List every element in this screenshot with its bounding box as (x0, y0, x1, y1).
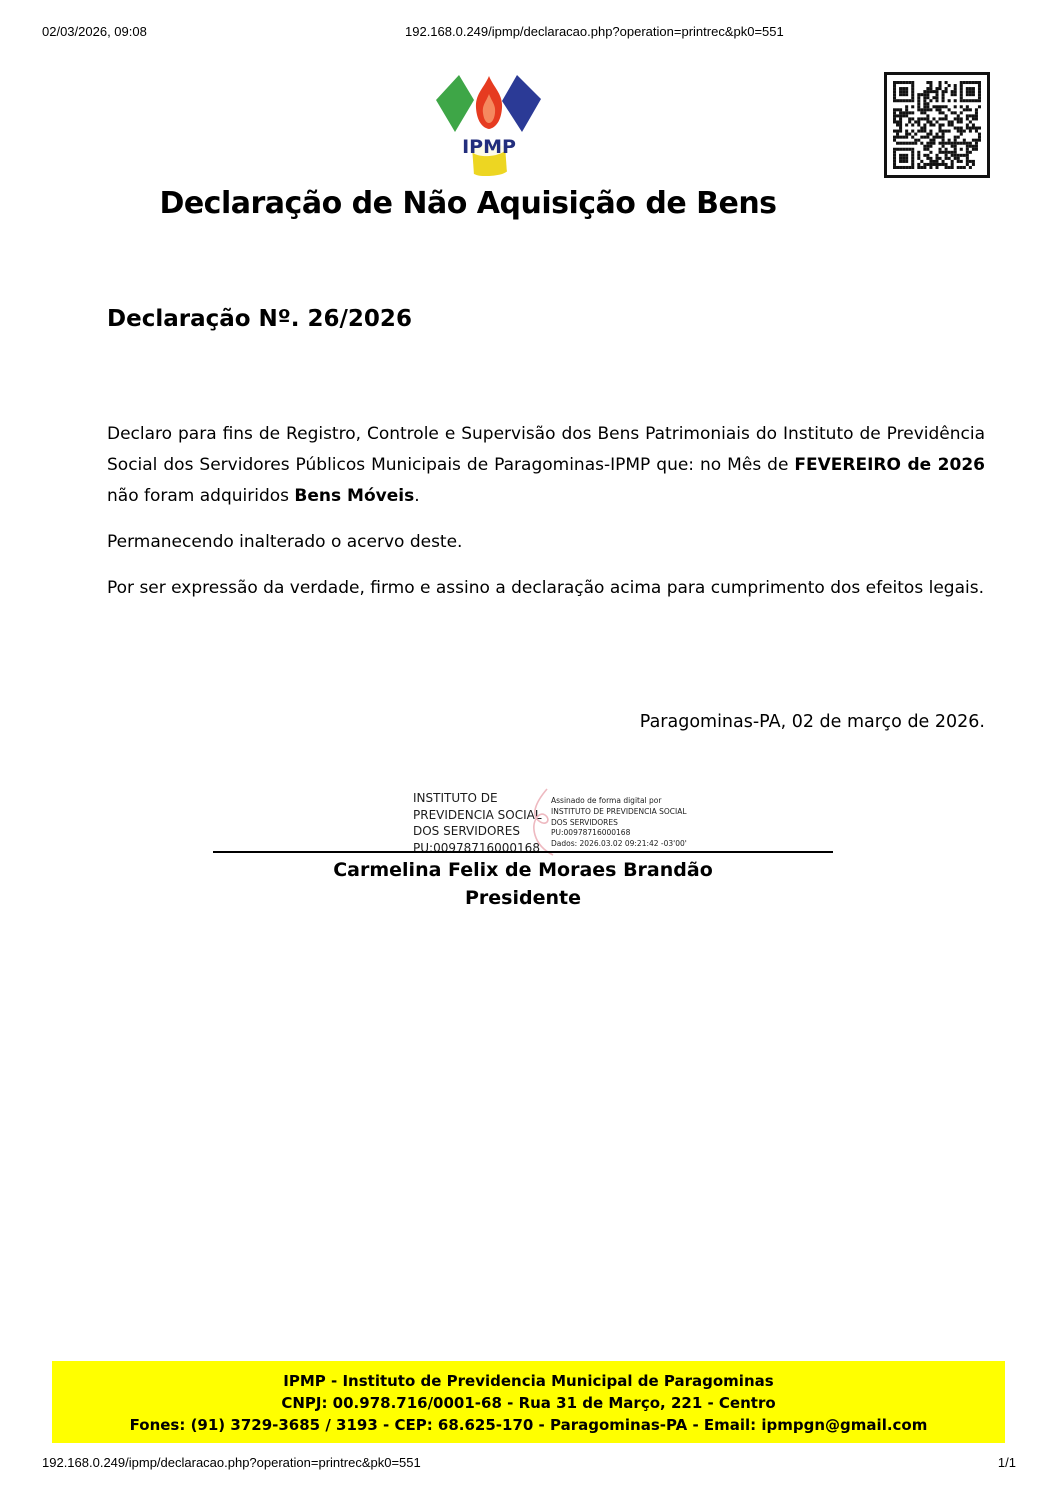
signer-name: Carmelina Felix de Moraes Brandão (333, 859, 713, 881)
sig-detail-line: Assinado de forma digital por (551, 796, 662, 805)
paragraph-declaration (107, 419, 985, 512)
footer-cnpj-address: CNPJ: 00.978.716/0001-68 - Rua 31 de Março, 221 - Centro (281, 1394, 776, 1412)
sig-detail-line: DOS SERVIDORES (551, 817, 618, 827)
logo-text: IPMP (462, 136, 516, 158)
document-title: Declaração de Não Aquisição de Bens (159, 186, 777, 221)
footer-contact: Fones: (91) 3729-3685 / 3193 - CEP: 68.625-170 - Paragominas-PA - Email: ipmpgn@gmail.com (129, 1416, 928, 1434)
cert-line: PREVIDENCIA SOCIAL (413, 807, 542, 822)
signature-digital-details (551, 796, 711, 850)
logo-blue-leaf (502, 75, 541, 132)
p1-text: Declaro para fins de Registro, Controle e Supervisão dos Bens Patrimoniais do Instituto de Previdência Social dos Servidores Públicos Municipais de Paragominas-IPMP que: no Mês de (107, 424, 985, 475)
ipmp-logo-icon (429, 70, 549, 176)
sig-detail-line: Dados: 2026.03.02 09:21:42 -03'00' (551, 839, 687, 849)
declaration-number: Declaração Nº. 26/2026 (107, 306, 412, 332)
sig-detail-line: INSTITUTO DE PREVIDENCIA SOCIAL (551, 806, 687, 816)
logo-green-leaf (436, 75, 474, 132)
p1-period: . (414, 486, 420, 506)
paragraph-unchanged: Permanecendo inalterado o acervo deste. (107, 532, 463, 552)
print-footer-page-indicator: 1/1 (997, 1455, 1016, 1470)
cert-line: DOS SERVIDORES (413, 824, 520, 838)
qr-code (884, 72, 990, 178)
p1-month-bold: FEVEREIRO de 2026 (794, 455, 985, 475)
print-header-datetime: 02/03/2026, 09:08 (42, 24, 147, 39)
signer-role: Presidente (465, 887, 581, 909)
signature-line (213, 851, 833, 853)
institution-footer (52, 1361, 1005, 1443)
document-body (107, 419, 985, 619)
footer-institution-name: IPMP - Instituto de Previdencia Municipal de Paragominas (283, 1372, 774, 1390)
paragraph-truth: Por ser expressão da verdade, firmo e assino a declaração acima para cumprimento dos efeitos legais. (107, 578, 984, 598)
cert-line: INSTITUTO DE (413, 791, 498, 805)
cert-line: PU:00978716000168 (413, 840, 540, 855)
sig-detail-line: PU:00978716000168 (551, 828, 631, 838)
p1-goods-bold: Bens Móveis (294, 486, 415, 506)
p1-text2: não foram adquiridos (107, 486, 295, 506)
place-date-line: Paragominas-PA, 02 de março de 2026. (639, 712, 985, 732)
print-header-url: 192.168.0.249/ipmp/declaracao.php?operation=printrec&pk0=551 (405, 24, 784, 39)
print-footer-url: 192.168.0.249/ipmp/declaracao.php?operation=printrec&pk0=551 (42, 1455, 421, 1470)
